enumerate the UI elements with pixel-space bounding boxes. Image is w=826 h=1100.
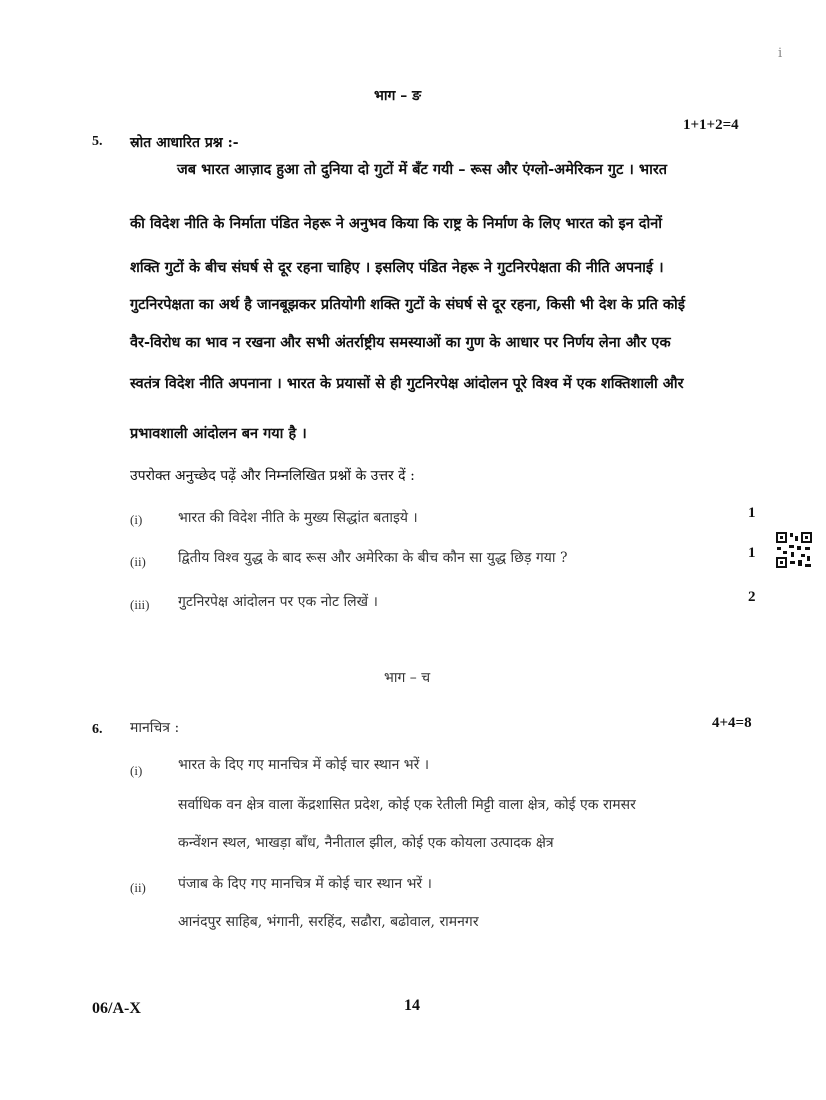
subquestion-marks: 1 — [748, 505, 756, 521]
map-item-label: (ii) — [130, 880, 146, 895]
section-heading-f: भाग – च — [384, 670, 431, 686]
question-6-title: मानचित्र : — [130, 720, 180, 736]
paper-code: 06/A-X — [92, 1000, 141, 1017]
section-heading-e: भाग – ङ — [374, 88, 422, 104]
subquestion-label: (i) — [130, 512, 143, 527]
subquestion-marks: 1 — [748, 545, 756, 561]
map-item-text: पंजाब के दिए गए मानचित्र में कोई चार स्थान भरें । — [178, 876, 432, 892]
passage-line: प्रभावशाली आंदोलन बन गया है । — [130, 425, 307, 442]
map-item-detail: कन्वेंशन स्थल, भाखड़ा बाँध, नैनीताल झील, कोई एक कोयला उत्पादक क्षेत्र — [178, 835, 554, 851]
map-item-detail: आनंदपुर साहिब, भंगानी, सरहिंद, सढौरा, बढोवाल, रामनगर — [178, 914, 479, 930]
map-item-label: (i) — [130, 763, 143, 778]
subquestion-marks: 2 — [748, 589, 756, 605]
passage-line: वैर-विरोध का भाव न रखना और सभी अंतर्राष्ट्रीय समस्याओं का गुण के आधार पर निर्णय लेना और एक — [130, 334, 671, 351]
map-item-detail: सर्वाधिक वन क्षेत्र वाला केंद्रशासित प्रदेश, कोई एक रेतीली मिट्टी वाला क्षेत्र, कोई एक रामसर — [178, 797, 636, 813]
corner-mark: i — [778, 46, 783, 61]
passage-line: शक्ति गुटों के बीच संघर्ष से दूर रहना चाहिए । इसलिए पंडित नेहरू ने गुटनिरपेक्षता की नीति अपनाई । — [130, 259, 664, 276]
question-6-number: 6. — [92, 722, 103, 737]
question-6-marks: 4+4=8 — [712, 715, 752, 731]
passage-line: गुटनिरपेक्षता का अर्थ है जानबूझकर प्रतियोगी शक्ति गुटों के संघर्ष से दूर रहना, किसी भी देश के प्रति कोई — [130, 296, 685, 313]
map-item-text: भारत के दिए गए मानचित्र में कोई चार स्थान भरें । — [178, 757, 430, 773]
subquestion-text: गुटनिरपेक्ष आंदोलन पर एक नोट लिखें । — [178, 594, 378, 610]
passage-line: की विदेश नीति के निर्माता पंडित नेहरू ने अनुभव किया कि राष्ट्र के निर्माण के लिए भारत को इन दोनों — [130, 215, 662, 232]
question-5-marks: 1+1+2=4 — [683, 117, 739, 133]
passage-instruction: उपरोक्त अनुच्छेद पढ़ें और निम्नलिखित प्रश्नों के उत्तर दें : — [130, 468, 415, 484]
passage-line: स्वतंत्र विदेश नीति अपनाना । भारत के प्रयासों से ही गुटनिरपेक्ष आंदोलन पूरे विश्व में एक शक्तिशाली और — [130, 375, 684, 392]
question-5-number: 5. — [92, 134, 103, 149]
subquestion-text: भारत की विदेश नीति के मुख्य सिद्धांत बताइये । — [178, 510, 418, 526]
passage-line: जब भारत आज़ाद हुआ तो दुनिया दो गुटों में बँट गयी – रूस और एंग्लो-अमेरिकन गुट । भारत — [177, 161, 668, 178]
page-number: 14 — [404, 997, 420, 1014]
subquestion-label: (iii) — [130, 597, 150, 612]
qr-code-icon — [776, 532, 812, 568]
question-5-title: स्रोत आधारित प्रश्न :- — [130, 135, 239, 151]
subquestion-text: द्वितीय विश्व युद्ध के बाद रूस और अमेरिका के बीच कौन सा युद्ध छिड़ गया ? — [178, 550, 568, 566]
subquestion-label: (ii) — [130, 554, 146, 569]
